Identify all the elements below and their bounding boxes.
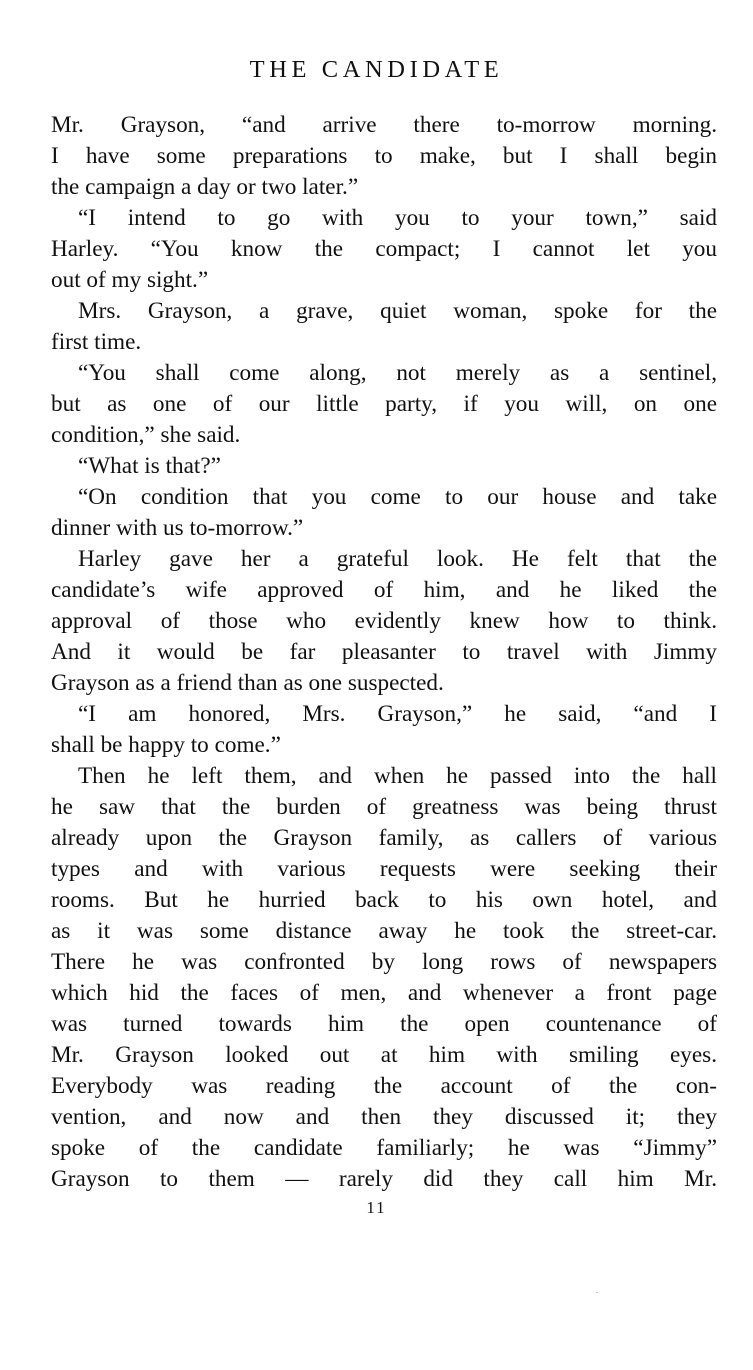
running-head: THE CANDIDATE	[249, 56, 504, 83]
text-line: approval of those who evidently knew how to think.	[51, 608, 717, 634]
body-text	[51, 110, 717, 1195]
text-line: “I am honored, Mrs. Grayson,” he said, “and I	[78, 701, 717, 727]
text-line: already upon the Grayson family, as callers of various	[51, 825, 717, 851]
text-line: Mr. Grayson looked out at him with smiling eyes.	[51, 1042, 717, 1068]
text-line: which hid the faces of men, and whenever a front page	[51, 980, 717, 1006]
text-line: There he was confronted by long rows of newspapers	[51, 949, 717, 975]
page-number: 11	[366, 1198, 387, 1217]
text-line: “You shall come along, not merely as a sentinel,	[78, 360, 717, 386]
text-line: out of my sight.”	[51, 267, 209, 293]
text-line: Grayson as a friend than as one suspected.	[51, 670, 444, 696]
text-line: types and with various requests were seeking their	[51, 856, 717, 882]
text-line: condition,” she said.	[51, 422, 241, 448]
text-line: candidate’s wife approved of him, and he liked the	[51, 577, 717, 603]
text-line: I have some preparations to make, but I shall begin	[51, 143, 717, 169]
text-line: Mr. Grayson, “and arrive there to-morrow morning.	[51, 112, 717, 138]
text-line: spoke of the candidate familiarly; he was “Jimmy”	[51, 1135, 717, 1161]
text-line: vention, and now and then they discussed it; they	[51, 1104, 717, 1130]
text-line: Everybody was reading the account of the con-	[51, 1073, 717, 1099]
text-line: shall be happy to come.”	[51, 732, 281, 758]
text-line: but as one of our little party, if you will, on one	[51, 391, 717, 417]
text-line: “I intend to go with you to your town,” said	[78, 205, 717, 231]
text-line: Then he left them, and when he passed into the hall	[78, 763, 717, 789]
text-line: as it was some distance away he took the street-car.	[51, 918, 717, 944]
text-line: rooms. But he hurried back to his own hotel, and	[51, 887, 717, 913]
text-line: first time.	[51, 329, 142, 355]
text-line: Harley gave her a grateful look. He felt that the	[78, 546, 717, 572]
text-line: “What is that?”	[78, 453, 221, 479]
text-line: “On condition that you come to our house and take	[78, 484, 717, 510]
text-line: Harley. “You know the compact; I cannot let you	[51, 236, 717, 262]
text-line: dinner with us to-morrow.”	[51, 515, 304, 541]
text-line: And it would be far pleasanter to travel with Jimmy	[51, 639, 717, 665]
text-line: was turned towards him the open countenance of	[51, 1011, 717, 1037]
print-speck	[596, 1292, 598, 1293]
text-line: the campaign a day or two later.”	[51, 174, 359, 200]
text-line: he saw that the burden of greatness was being thrust	[51, 794, 717, 820]
text-line: Mrs. Grayson, a grave, quiet woman, spoke for the	[78, 298, 717, 324]
text-line: Grayson to them — rarely did they call him Mr.	[51, 1166, 717, 1192]
